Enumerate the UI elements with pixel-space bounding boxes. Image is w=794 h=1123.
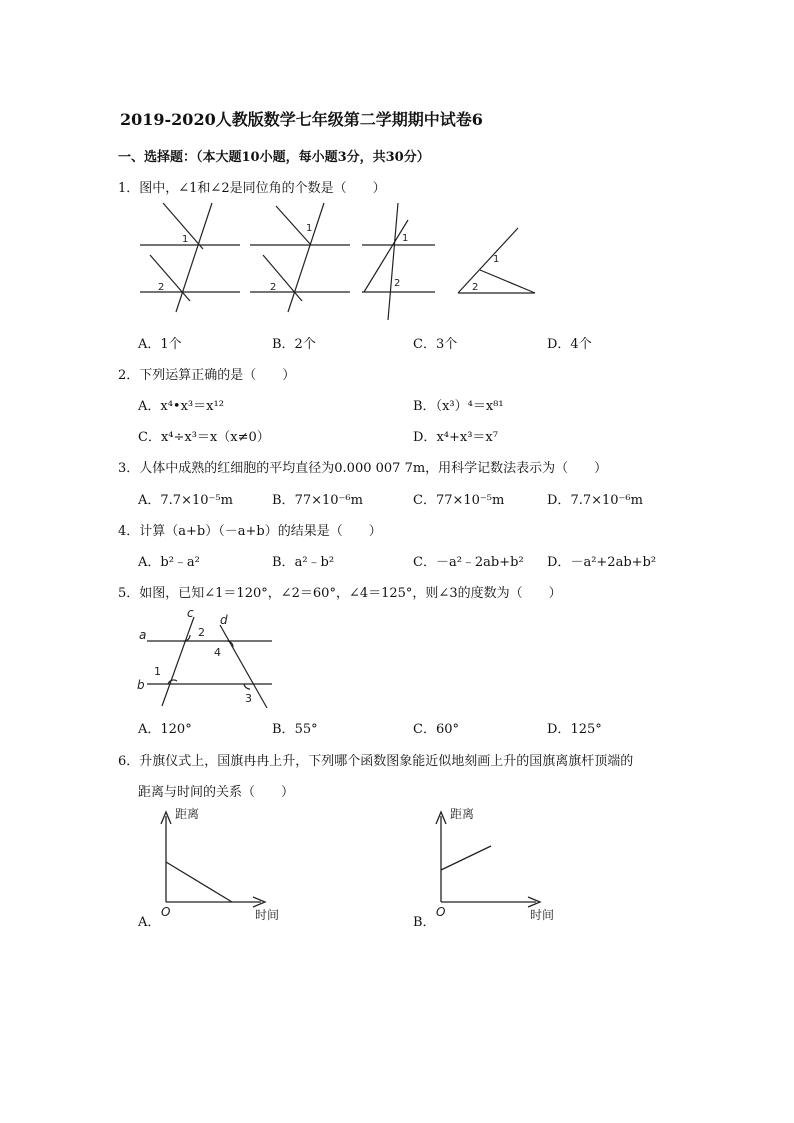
q5-option-c[interactable] [413,718,459,737]
q4-option-b-text: a²﹣b² [294,555,335,570]
q2-option-c-label: C． [138,430,161,445]
q5-label-a: a [139,628,147,642]
q5-option-c-text: 60° [435,722,459,737]
q6-stem-line2: 距离与时间的关系（ ） [138,785,295,800]
q1-option-b[interactable]: B．2个 [272,337,316,352]
q4-option-c-label: C． [413,555,436,570]
q6-option-a-label[interactable]: A． [138,915,161,930]
q5-angle2-label: 2 [198,626,205,639]
section-heading: 一、选择题：（本大题10小题，每小题3分，共30分） [118,150,430,165]
page-title: 2019-2020人教版数学七年级第二学期期中试卷6 [120,110,483,129]
q1-fig1-transversal-b [176,203,212,312]
q2-option-a-text: x⁴•x³＝x¹² [160,399,224,414]
q6-graph-a-origin: O [161,905,171,919]
q4-option-c-text: －a²﹣2ab+b² [435,555,524,570]
q6-graph-b-origin: O [436,905,446,919]
q6-stem-line1: 6．升旗仪式上，国旗冉冉上升，下列哪个函数图象能近似地刻画上升的国旗离旗杆顶端的 [118,754,634,769]
q5-label-d: d [220,613,228,627]
q3-option-d[interactable] [547,489,643,508]
q5-option-b[interactable] [272,718,318,737]
q5-option-a-label: A． [138,722,161,737]
q1-fig2-angle1-label: 1 [306,223,313,234]
q2-option-b-text: （x³）⁴＝x⁸¹ [435,399,504,414]
q2-option-a-label: A． [138,399,161,414]
q4-option-b-label: B． [272,555,295,570]
q3-option-d-text: 7.7×10⁻⁶m [570,493,643,508]
q5-label-c: c [187,606,194,620]
q3-option-a-label: A． [138,493,161,508]
q1-fig2-angle2-label: 2 [270,282,277,293]
q2-option-d[interactable] [413,426,498,445]
q5-option-b-label: B． [272,722,295,737]
q1-fig1-transversal-c [150,255,190,301]
q3-option-b-label: B． [272,493,295,508]
q5-option-a[interactable] [138,718,192,737]
q6-graph-b[interactable] [430,800,570,924]
q2-option-a[interactable] [138,395,224,414]
q5-angle3-label: 3 [245,692,252,705]
q5-label-b: b [137,678,145,692]
q3-option-b-text: 77×10⁻⁶m [294,493,363,508]
q6-graph-b-curve [441,846,491,870]
q3-option-c-text: 77×10⁻⁵m [435,493,505,508]
q2-option-b[interactable] [413,395,504,414]
q2-option-b-label: B． [413,399,436,414]
q2-option-c[interactable] [138,426,270,445]
q2-stem: 2．下列运算正确的是（ ） [118,368,296,383]
q3-option-c-label: C． [413,493,436,508]
q4-option-a[interactable] [138,551,200,570]
q1-stem: 1．图中，∠1和∠2是同位角的个数是（ ） [118,181,386,196]
q1-fig4-angle2-label: 2 [472,282,479,293]
q5-angle4-label: 4 [214,646,221,659]
q1-fig3-angle2-label: 2 [394,278,401,289]
q5-line-d [220,625,267,708]
q3-stem: 3．人体中成熟的红细胞的平均直径为0.000 007 7m，用科学记数法表示为（ ） [118,461,608,476]
q2-option-d-label: D． [413,430,437,445]
q2-option-d-text: x⁴+x³＝x⁷ [436,430,498,445]
q3-option-a-text: 7.7×10⁻⁵m [160,493,233,508]
q1-fig3-angle1-label: 1 [402,233,409,244]
q5-option-d-text: 125° [570,722,602,737]
q5-angle1-label: 1 [154,665,161,678]
q4-option-d-label: D． [547,555,571,570]
q1-figures [130,198,550,322]
q5-option-a-text: 120° [160,722,192,737]
q2-option-c-text: x⁴÷x³＝x（x≠0） [160,430,270,445]
q6-graph-b-ylabel: 距离 [450,807,475,821]
q4-stem: 4．计算（a+b）（－a+b）的结果是（ ） [118,524,382,539]
q3-option-c[interactable] [413,489,504,508]
q5-option-c-label: C． [413,722,436,737]
q6-graph-a-ylabel: 距离 [175,807,200,821]
q4-option-b[interactable] [272,551,334,570]
q5-figure [132,603,282,711]
q1-fig1-angle1-label: 1 [182,234,189,245]
q3-option-a[interactable] [138,489,233,508]
q1-fig1-angle2-label: 2 [158,282,165,293]
q5-option-d-label: D． [547,722,571,737]
q4-option-a-label: A． [138,555,161,570]
q1-option-a[interactable]: A．1个 [138,337,182,352]
q3-option-d-label: D． [547,493,571,508]
q6-graph-a-xlabel: 时间 [255,908,280,922]
q3-option-b[interactable] [272,489,363,508]
q4-option-d[interactable] [547,551,656,570]
q1-option-d[interactable]: D．4个 [547,337,592,352]
q4-option-a-text: b²﹣a² [160,555,200,570]
q6-graph-a-curve [166,862,232,902]
q6-graph-b-xlabel: 时间 [530,908,555,922]
q6-option-b-label[interactable]: B． [413,915,436,930]
q5-stem: 5．如图，已知∠1＝120°，∠2＝60°，∠4＝125°，则∠3的度数为（ ） [118,586,562,601]
q4-option-c[interactable] [413,551,524,570]
q5-line-c [162,617,194,706]
q1-option-c[interactable]: C．3个 [413,337,458,352]
q6-graph-a[interactable] [155,800,295,924]
q5-option-d[interactable] [547,718,602,737]
q1-fig4-angle1-label: 1 [493,254,500,265]
q5-option-b-text: 55° [294,722,318,737]
q4-option-d-text: －a²+2ab+b² [570,555,657,570]
